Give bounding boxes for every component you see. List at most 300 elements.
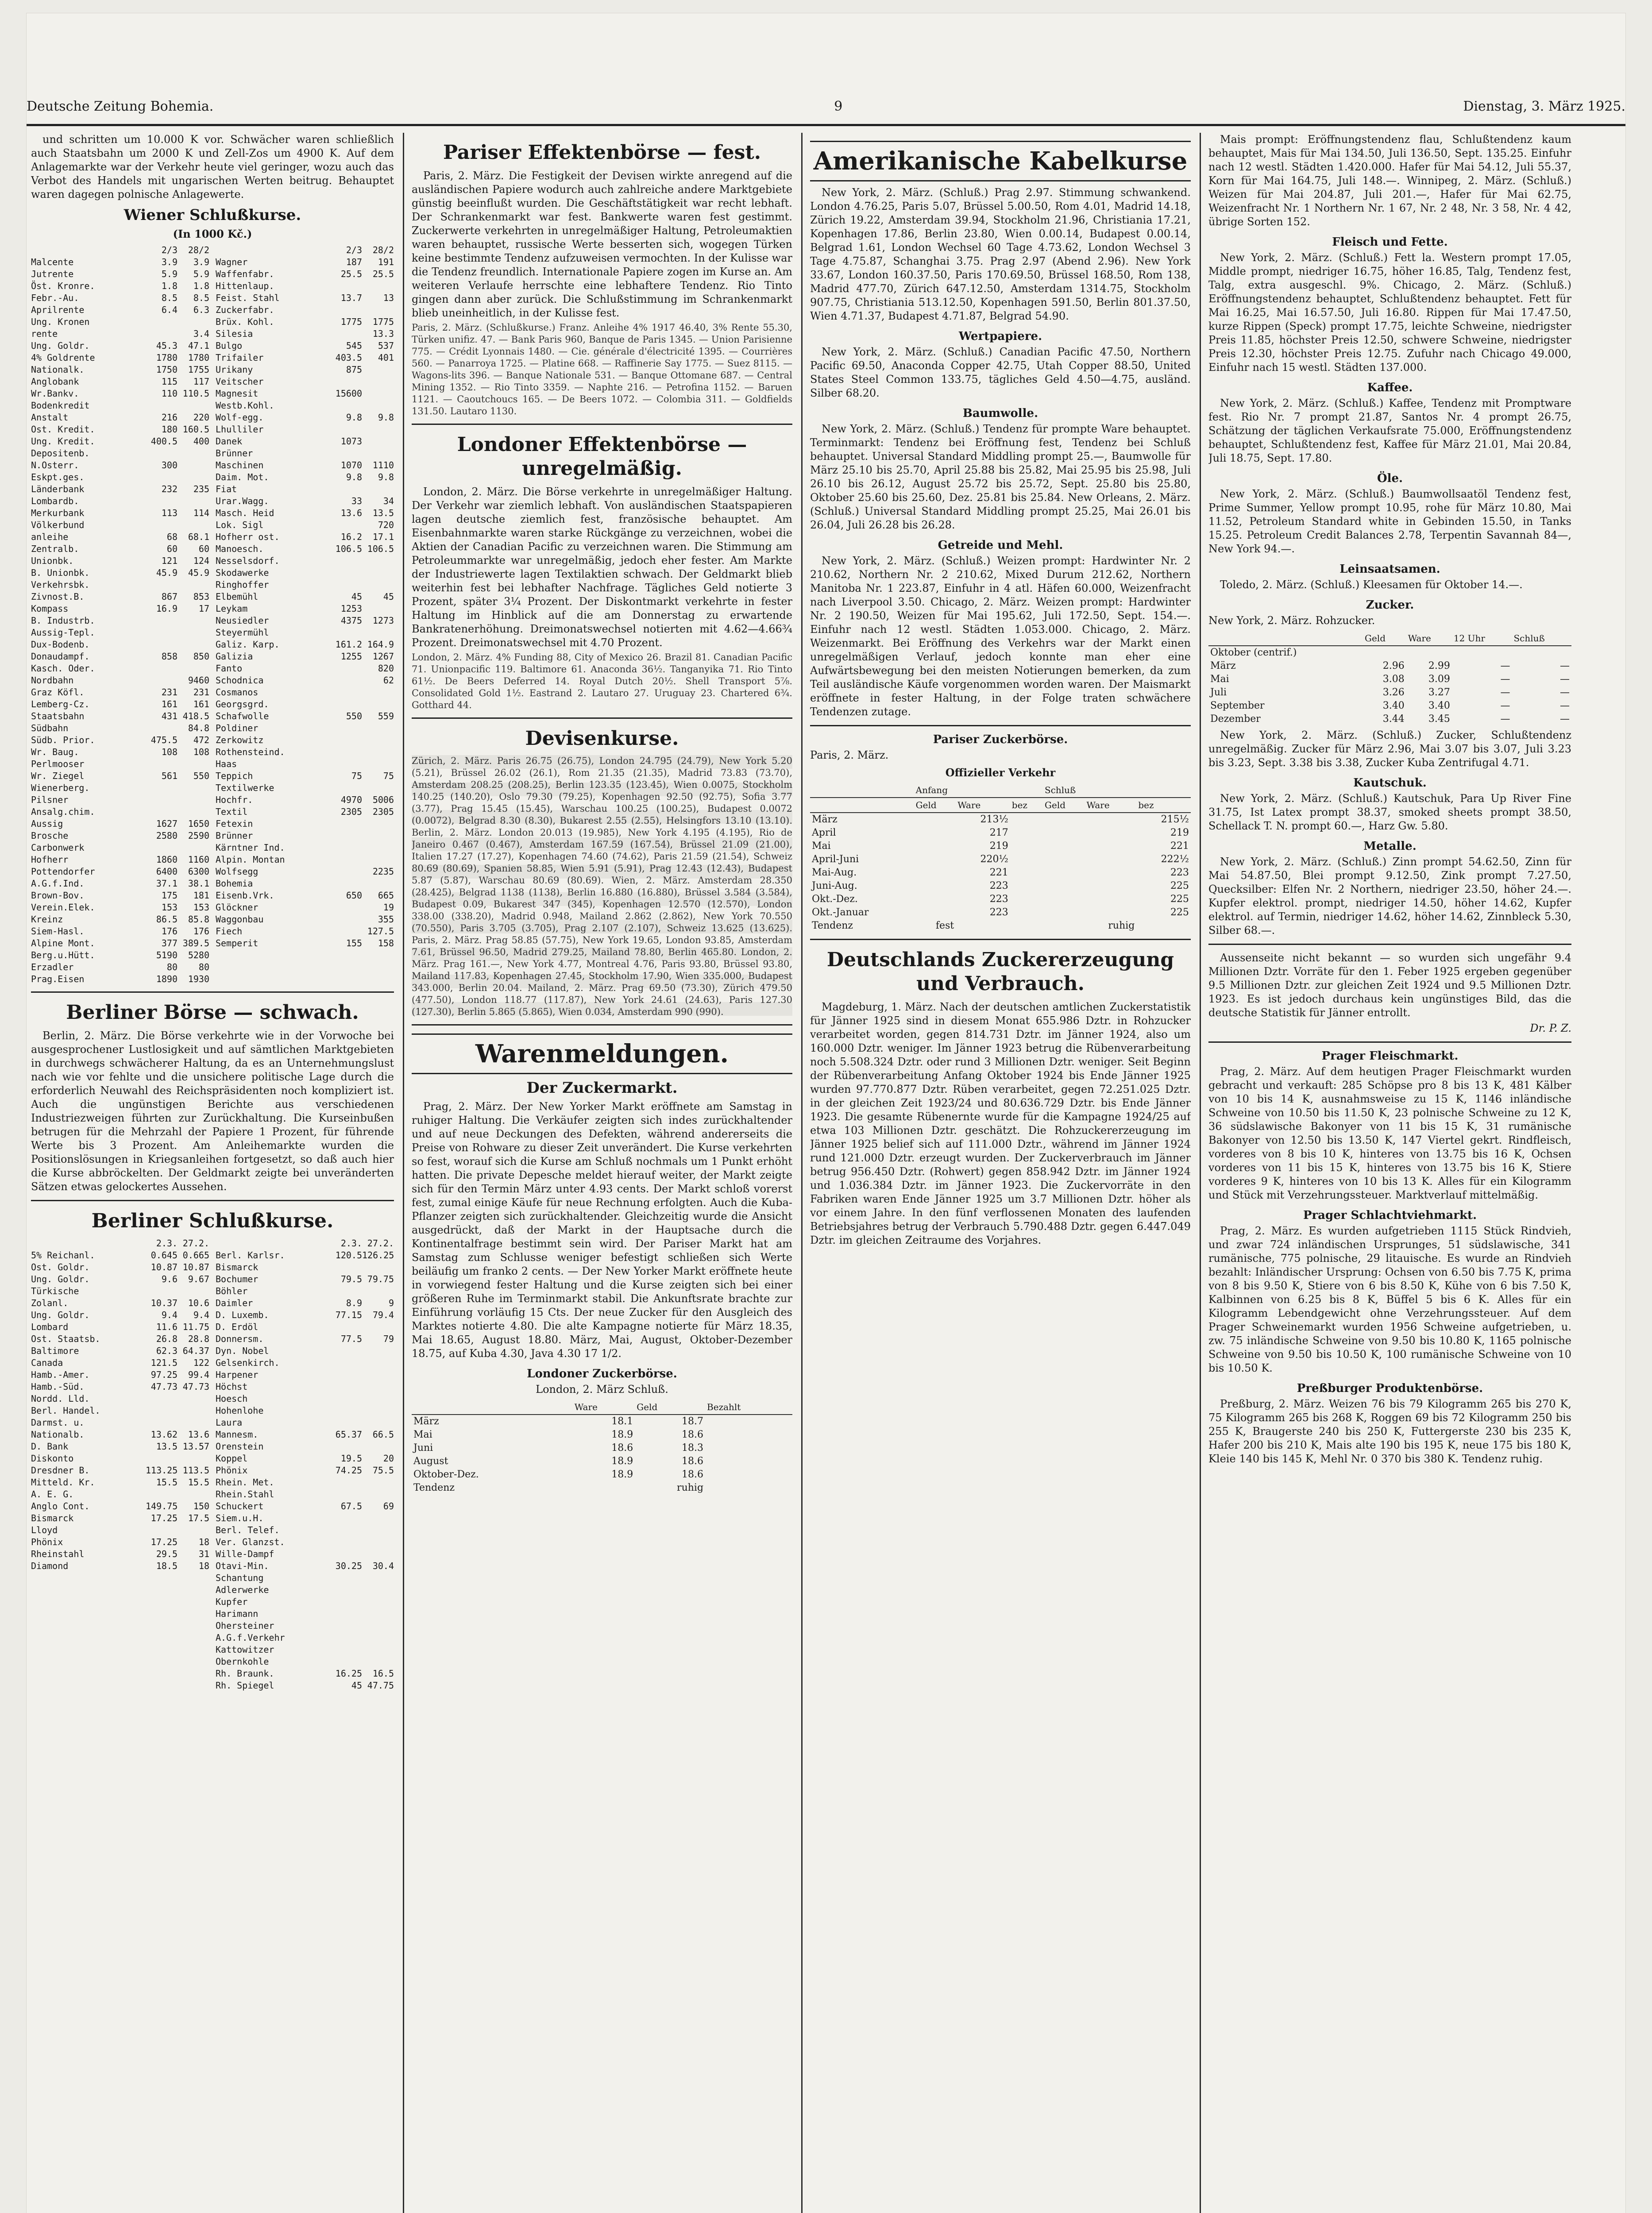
table-row [412, 1442, 792, 1455]
stock-row [216, 1333, 394, 1345]
stock-price: 2305 [372, 806, 394, 817]
stock-price: 176 [161, 926, 178, 937]
stock-price [146, 471, 178, 483]
stock-price [330, 1632, 362, 1644]
stock-price: 45.9 [188, 567, 209, 578]
stock-price: 31 [198, 1549, 209, 1559]
table-row [810, 840, 1191, 853]
stock-name: Ung. Kredit. [31, 436, 95, 447]
stock-row [216, 686, 394, 698]
stock-name: Hofherr [31, 854, 69, 865]
table-cell: 18.6 [682, 1429, 704, 1440]
stock-row [31, 663, 209, 675]
stock-price [146, 758, 178, 770]
stock-row [31, 495, 209, 507]
stock-price: 13.5 [156, 1441, 178, 1452]
stock-name: Magnesit [216, 388, 259, 399]
stock-name: 4% Goldrente [31, 352, 95, 363]
stock-row [216, 519, 394, 531]
stock-price [362, 1441, 394, 1453]
stock-price [330, 830, 362, 842]
stock-price: 9.4 [193, 1310, 209, 1320]
stock-name: Brosche [31, 830, 69, 841]
date-header-row [216, 1238, 394, 1249]
stock-row [31, 949, 209, 961]
stock-price [330, 579, 362, 591]
stock-price: 3.4 [193, 328, 209, 339]
date-header: 28/2 [372, 245, 394, 255]
stock-row [216, 842, 394, 854]
stock-name: Harpener [216, 1369, 259, 1380]
stock-name: Fiat [216, 484, 237, 494]
meat-market-report: Prag, 2. März. Auf dem heutigen Prager Fleischmarkt wurden gebracht und verkauft: 285 Schöpse pro 8 bis 13 K, 481 Kälber von 10 bis 14 K, ausnahmsweise zu 15 K, 1146 inländische Schweine von 10.50 bis 11.50 K, 23 polnische Schweine zu 12 K, 36 südslawische Bakonyer von 11 bis 15 K, 31 rumänische Bakonyer von 12.50 bis 13.50 K, 147 Viertel gekrt. Rindfleisch, vorderes von 8 bis 10 K, hinteres von 13.75 bis 16 K, Ochsen vorderes von 11 bis 15 K, hinteres von 13.75 bis 16 K, Stiere vorderes 9 K, hinteres von 10 bis 13 K. Alles für ein Kilogramm und Stück mit Verzehrungssteuer. Marktverlauf mittelmäßig. [1208, 1065, 1571, 1201]
stock-price [362, 436, 394, 447]
stock-price [330, 675, 362, 686]
stock-price: 6400 [156, 866, 178, 877]
issue-date: Dienstag, 3. März 1925. [1463, 98, 1625, 114]
stock-price [330, 1584, 362, 1596]
table-cell [705, 1481, 792, 1495]
stock-name: Hohenlohe [216, 1405, 264, 1416]
stock-name: Cosmanos [216, 687, 259, 698]
stock-price [362, 1417, 394, 1429]
stock-name: Neusiedler [216, 615, 269, 626]
stock-name: Perlmooser [31, 759, 85, 769]
column-group-header: Anfang [914, 783, 1043, 798]
stock-price: 6.3 [193, 305, 209, 315]
stock-name: Diskonto [31, 1453, 74, 1464]
stock-price: 187 [346, 257, 362, 267]
table-row [412, 1481, 792, 1495]
table-cell: 223 [989, 907, 1008, 918]
stock-price [330, 1536, 362, 1548]
stock-price [362, 782, 394, 794]
stock-price [330, 734, 362, 746]
stock-row [31, 902, 209, 914]
stock-price [330, 1548, 362, 1560]
stock-price: 853 [193, 591, 209, 602]
stock-price [178, 579, 209, 591]
stock-row [216, 1608, 394, 1620]
stock-price [146, 1417, 178, 1429]
stock-price: 1755 [188, 364, 209, 375]
stock-price [330, 914, 362, 925]
stock-name: Wolfsegg [216, 866, 259, 877]
stock-price [362, 734, 394, 746]
stock-price: 110.5 [182, 388, 209, 399]
cable-rates-heading: Amerikanische Kabelkurse [810, 141, 1191, 181]
stock-row [216, 806, 394, 818]
stock-name: Schafwolle [216, 711, 269, 721]
table-cell: ruhig [1108, 920, 1135, 931]
stock-row [31, 376, 209, 388]
vienna-closing-heading: Wiener Schlußkurse. [124, 206, 301, 224]
section-rule [31, 1200, 394, 1201]
stock-row [31, 890, 209, 902]
date-header-row [31, 1238, 209, 1249]
stock-price: 99.4 [188, 1369, 209, 1380]
stock-price: 377 [161, 938, 178, 948]
stock-row [31, 925, 209, 937]
stock-price [362, 1572, 394, 1584]
stock-row [216, 663, 394, 675]
stock-row [31, 651, 209, 663]
stock-price [330, 1405, 362, 1417]
stock-price: 1890 [156, 974, 178, 984]
stock-price: 79.5 [340, 1274, 362, 1284]
stock-price: 232 [161, 484, 178, 494]
stock-name: Siem-Hasl. [31, 926, 85, 937]
stock-name: Ansalg.chim. [31, 806, 95, 817]
stock-price [362, 424, 394, 436]
stock-price [362, 1321, 394, 1333]
stock-row [31, 1512, 209, 1524]
stock-name: Aprilrente [31, 305, 85, 315]
stock-price [178, 627, 209, 639]
stock-price: 15.5 [188, 1477, 209, 1488]
stock-name: Hofherr ost. [216, 532, 280, 542]
stock-name: Zivnost.B. [31, 591, 85, 602]
stock-row [31, 567, 209, 579]
stock-row [216, 1644, 394, 1656]
stock-name: N.Osterr. [31, 460, 79, 470]
table-cell: 3.26 [1382, 687, 1405, 698]
stock-price: 114 [193, 508, 209, 518]
stock-price [330, 328, 362, 340]
page-number: 9 [834, 98, 843, 114]
stock-price [330, 447, 362, 459]
stock-name: Lloyd [31, 1525, 58, 1535]
stock-name: Gelsenkirch. [216, 1357, 280, 1368]
column-header: 12 Uhr [1452, 631, 1512, 646]
stock-price [330, 519, 362, 531]
table-cell: fest [935, 920, 954, 931]
column-header: Bezahlt [705, 1400, 792, 1415]
table-cell: 213½ [980, 814, 1008, 825]
stock-row [31, 340, 209, 352]
stock-row [31, 1333, 209, 1345]
stock-row [31, 830, 209, 842]
stock-price: 1650 [188, 818, 209, 829]
stock-price: 20 [383, 1453, 394, 1464]
stock-name: Bohemia [216, 878, 253, 889]
stock-price [330, 1381, 362, 1393]
stock-price [330, 1620, 362, 1632]
row-label: April-Juni [812, 854, 859, 865]
stock-price: 16.25 [335, 1668, 362, 1679]
stock-name: Dux-Bodenb. [31, 639, 90, 650]
stock-name: Aussig [31, 818, 63, 829]
table-cell [1043, 866, 1085, 879]
stock-row [31, 1381, 209, 1393]
stock-name: Schuckert [216, 1501, 264, 1511]
stock-price: 115 [161, 376, 178, 387]
table-cell: 3.45 [1428, 713, 1450, 725]
stock-row [216, 483, 394, 495]
stock-name: Wagner [216, 257, 248, 267]
stock-price [362, 1536, 394, 1548]
stock-row [31, 806, 209, 818]
stock-price: 0.645 [151, 1250, 178, 1261]
stock-price: 418.5 [182, 711, 209, 721]
stock-row [31, 1357, 209, 1369]
stock-price [178, 639, 209, 651]
stock-price [362, 400, 394, 412]
stock-price [178, 447, 209, 459]
stock-price: 161.2 [335, 639, 362, 650]
stock-price [330, 1524, 362, 1536]
stock-price: 9.67 [188, 1274, 209, 1284]
stock-price: 161 [193, 699, 209, 709]
stock-name: Ung. Goldr. [31, 1274, 90, 1284]
stock-price: 355 [378, 914, 394, 925]
table-cell: 18.9 [611, 1456, 633, 1467]
stock-row [31, 1548, 209, 1560]
stock-price [330, 1656, 362, 1668]
stock-price: 160.5 [182, 424, 209, 435]
stock-name: Lombardb. [31, 496, 79, 506]
stock-price: 75 [383, 771, 394, 781]
column-header: Ware [1406, 631, 1452, 646]
stock-row [31, 519, 209, 531]
stock-price: 5190 [156, 950, 178, 960]
column-header [1208, 631, 1363, 646]
stock-row [216, 866, 394, 878]
securities-heading: Wertpapiere. [958, 330, 1042, 343]
stock-price [362, 280, 394, 292]
stock-price: 5006 [372, 794, 394, 805]
stock-row [31, 1405, 209, 1417]
oils-heading: Öle. [1377, 472, 1403, 485]
sugar-market-report: Prag, 2. März. Der New Yorker Markt eröffnete am Samstag in ruhiger Haltung. Die Verkäufer zeigten sich indes zurückhaltender und auf neue Deckungen des Defekten, während andererseits die Preise von Rohware zu dieser Zeit unverändert. Die Kurse verkehrten so fest, worauf sich die Kurse am Schluß nochmals um 1 Punkt erhöht hatten. Die private Depesche meldet hierauf weiter, der Markt zeigte sich für den Termin März unter 4.93 cents. Der Markt schloß vorerst fest, zumal einige Käufe für neue Rechnung erfolgten. Auch die Kuba-Pflanzer zeigten sich zurückhaltender. Gleichzeitig wurde die Ansicht ausgedrückt, daß der Markt in der Hauptsache durch die Kontinentalfrage bestimmt sein wird. Der Pariser Markt hat am Samstag zum Schlusse weniger befestigt schließen sich Werte beiläufig um franko 2 cents. — Der New Yorker Markt eröffnete heute in vorwiegend fester Haltung und die Kurse zeigten sich bei einer größeren Ruhe im Terminmarkt stabil. Die Ankunftsrate brachte zur Einführung vorläufig 15 Cts. Der neue Zucker für den Ausgleich des Marktes notierte 4.80. Die alte Kampagne notierte für März 18.35, Mai 18.65, August 18.80. März, Mai, August, Oktober-Dezember 18.75, auf Kuba 4.30, Java 4.30 17 1/2. [412, 1100, 792, 1360]
paris-sugar-table-title: Offizieller Verkehr [945, 766, 1056, 779]
stock-row [31, 1560, 209, 1572]
table-cell: 225 [1170, 880, 1189, 891]
table-cell: — [1500, 713, 1510, 725]
row-label: Dezember [1210, 713, 1261, 725]
stock-price: 64.37 [182, 1346, 209, 1356]
stock-price: 153 [193, 902, 209, 913]
running-head [27, 93, 1625, 120]
sugar-market-heading: Der Zuckermarkt. [526, 1079, 678, 1097]
stock-name: Böhler [216, 1286, 248, 1296]
table-cell: 2.99 [1428, 660, 1450, 671]
stock-price: 1860 [156, 854, 178, 865]
stock-price: 867 [161, 591, 178, 602]
stock-price [330, 878, 362, 890]
stock-price: 75.5 [372, 1465, 394, 1476]
date-header: 2.3. [340, 1238, 362, 1249]
stock-row [216, 531, 394, 543]
stock-row [31, 698, 209, 710]
stock-price: 158 [378, 938, 394, 948]
table-cell: 18.7 [682, 1416, 704, 1427]
stock-name: Rhein. Met. [216, 1477, 274, 1488]
date-header: 27.2. [182, 1238, 209, 1249]
stock-name: Türkische [31, 1286, 79, 1296]
grain-report: New York, 2. März. (Schluß.) Weizen prompt: Hardwinter Nr. 2 210.62, Northern Nr. 2 210.62, Mixed Durum 212.62, Northern Manitoba Nr. 1 223.87, Einfuhr in 4 atl. Häfen 60.000, Weizenfracht nach Liverpool 3.50. Chicago, 2. März. Weizen prompt: Hardwinter Nr. 2 190.50, Weizen für Mai 195.62, Juli 172.50, Sept. 154.—. Einfuhr nach 12 westl. Städten 1.053.000. Chicago, 2. März. Weizenmarkt. Bei Eröffnung des Verkehrs war der Markt einen unregelmäßigen Verlauf, jedoch konnte man eher eine Aufwärtsbewegung bei den meisten Notierungen bemerken, da zum Teil ausländische Käufe vorgenommen worden waren. Der Maismarkt eröffnete in fester Haltung, in der Folge traten schwächere Tendenzen zutage. [810, 555, 1191, 718]
stock-row [31, 770, 209, 782]
stock-row [31, 686, 209, 698]
stock-price: 18 [198, 1561, 209, 1571]
stock-row [216, 878, 394, 890]
row-label: August [413, 1456, 448, 1467]
stock-name: Malcente [31, 257, 74, 267]
stock-price [362, 627, 394, 639]
stock-name: Kupfer [216, 1596, 248, 1607]
stock-name: Phönix [31, 1537, 63, 1547]
stock-name: Zuckerfabr. [216, 305, 274, 315]
stock-price [330, 1393, 362, 1405]
stock-row [216, 1249, 394, 1261]
stock-name: Bulgo [216, 340, 243, 351]
stock-price: 13.5 [372, 508, 394, 518]
table-cell [914, 840, 956, 853]
stock-name: Pilsner [31, 794, 69, 805]
stock-name: Textilwerke [216, 783, 274, 793]
stock-name: Brünner [216, 830, 253, 841]
stock-price: 60 [198, 544, 209, 554]
stock-price: 153 [161, 902, 178, 913]
stock-price: 850 [193, 651, 209, 662]
date-header: 2/3 [346, 245, 362, 255]
stock-price [330, 758, 362, 770]
stock-price: 30.25 [335, 1561, 362, 1571]
stock-name: Kreinz [31, 914, 63, 925]
cotton-report: New York, 2. März. (Schluß.) Tendenz für prompte Ware behauptet. Terminmarkt: Tendenz bei Eröffnung fest, Tendenz bei Schluß behauptet. Universal Standard Middling prompt 25.—, Baumwolle für März 25.10 bis 25.70, April 25.88 bis 25.82, Mai 25.95 bis 25.98, Juli 26.10 bis 26.12, August 25.72 bis 25.72, Sept. 25.80 bis 25.80, Oktober 25.60 bis 25.60, Dez. 25.81 bis 25.84. New Orleans, 2. März. (Schluß.) Universal Standard Middling prompt 25.25, Mai 26.01 bis 26.04, Juli 26.28 bis 26.28. [810, 423, 1191, 531]
stock-row [216, 1381, 394, 1393]
stock-price [146, 639, 178, 651]
stock-price: 650 [346, 890, 362, 901]
stock-row [216, 615, 394, 627]
stock-row [216, 543, 394, 555]
stock-price: 300 [161, 460, 178, 470]
stock-row [216, 830, 394, 842]
stock-name: A. E. G. [31, 1489, 74, 1500]
london-quotes: London, 2. März. 4% Funding 88, City of Mexico 26. Brazil 81. Canadian Pacific 71. Unionpacific 119. Baltimore 61. Anaconda 36½. Tanganyika 71. Rio Tinto 61½. De Beers Deferred 14. Royal Dutch 20½. Shell Transport 5⅞. Consolidated Gold 1½. Eastrand 2. Lautaro 27. Uruguay 23. Chartered 6¾. Gotthard 44. [412, 652, 792, 710]
berlin-stocks-left [31, 1238, 209, 1692]
stock-name: Berg.u.Hütt. [31, 950, 95, 960]
stock-price [330, 280, 362, 292]
table-cell: 18.6 [611, 1442, 633, 1453]
stock-price [178, 1405, 209, 1417]
stock-row [31, 483, 209, 495]
stock-price: 820 [378, 663, 394, 674]
stock-price: 121.5 [151, 1357, 178, 1368]
stock-row [31, 268, 209, 280]
stock-price: 124 [193, 555, 209, 566]
stock-price: 4375 [340, 615, 362, 626]
stock-price: 60 [166, 544, 178, 554]
stock-name: B. Industrb. [31, 615, 95, 626]
stock-price [330, 1477, 362, 1488]
stock-name: Anstalt [31, 412, 69, 423]
stock-price [362, 603, 394, 615]
stock-price: 13.57 [182, 1441, 209, 1452]
table-cell [1043, 893, 1085, 906]
table-row [1208, 659, 1571, 673]
stock-name: Glöckner [216, 902, 259, 913]
stock-name: Urikany [216, 364, 253, 375]
stock-price [362, 746, 394, 758]
stock-row [31, 1488, 209, 1500]
stock-price: 47.75 [367, 1680, 394, 1691]
stock-price: 9.8 [378, 412, 394, 423]
row-label: September [1210, 700, 1265, 711]
stock-name: Pottendorfer [31, 866, 95, 877]
stock-name: Canada [31, 1357, 63, 1368]
grain-report-continued: Mais prompt: Eröffnungstendenz flau, Schlußtendenz kaum behauptet, Mais für Mai 134.50, Juli 136.50, Sept. 135.25. Einfuhr nach 12 westl. Städten 1.420.000. Hafer für Mai 54.12, Juli 55.37, Korn für Mai 164.75, Juli 148.—. Winnipeg, 2. März. (Schluß.) Weizen für Mai 204.87, Juli 201.—, Hafer für Mai 62.75, Weizenfracht Nr. 1 Northern Nr. 1 67, Nr. 2 48, Nr. 3 58, Nr. 4 42, übrige Sorten 152. [1208, 133, 1571, 228]
stock-price [330, 1512, 362, 1524]
stock-price [330, 483, 362, 495]
stock-name: Baltimore [31, 1346, 79, 1356]
column-header: Ware [573, 1400, 635, 1415]
stock-price: 10.87 [182, 1262, 209, 1272]
stock-price: 550 [193, 771, 209, 781]
stock-row [216, 591, 394, 603]
stock-price: 1627 [156, 818, 178, 829]
stock-price: 9 [388, 1298, 394, 1308]
stock-price [362, 1632, 394, 1644]
stock-row [216, 890, 394, 902]
stock-row [31, 400, 209, 412]
stock-name: Ver. Glanzst. [216, 1537, 285, 1547]
stock-price: 16.5 [372, 1668, 394, 1679]
stock-price: 400 [193, 436, 209, 447]
stock-row [216, 758, 394, 770]
table-cell: 18.9 [611, 1429, 633, 1440]
stock-name: Masch. Heid [216, 508, 274, 518]
stock-row [216, 316, 394, 328]
stock-name: Nationalk. [31, 364, 85, 375]
table-cell [1085, 853, 1137, 866]
stock-price: 13.7 [340, 293, 362, 303]
stock-row [31, 722, 209, 734]
stock-price [146, 1453, 178, 1465]
stock-price: 8.5 [161, 293, 178, 303]
stock-price: 191 [378, 257, 394, 267]
stock-price [362, 1381, 394, 1393]
table-cell: 3.44 [1382, 713, 1405, 725]
stock-price: 5280 [188, 950, 209, 960]
stock-price: 85.8 [188, 914, 209, 925]
stock-name: Wr. Baug. [31, 747, 79, 757]
stock-price: 113.5 [182, 1465, 209, 1476]
stock-row [31, 316, 209, 328]
stock-name: Nordd. Lld. [31, 1393, 90, 1404]
stock-price: 62.3 [156, 1346, 178, 1356]
stock-name: anleihe [31, 532, 69, 542]
stock-price: 389.5 [182, 938, 209, 948]
stock-price [330, 663, 362, 675]
row-label: Mai-Aug. [812, 867, 857, 878]
stock-row [31, 734, 209, 746]
stock-row [31, 818, 209, 830]
stock-row [216, 1488, 394, 1500]
table-cell: 217 [989, 827, 1008, 838]
stock-price: 97.25 [151, 1369, 178, 1380]
stock-price [362, 698, 394, 710]
table-row [412, 1468, 792, 1481]
stock-name: Kompass [31, 603, 69, 614]
table-cell [1043, 906, 1085, 919]
table-cell [1085, 879, 1137, 893]
date-header: 2.3. [156, 1238, 178, 1249]
stock-name: Merkurbank [31, 508, 85, 518]
stock-price: 15600 [335, 388, 362, 399]
stock-row [216, 1369, 394, 1381]
table-cell: 3.40 [1382, 700, 1405, 711]
